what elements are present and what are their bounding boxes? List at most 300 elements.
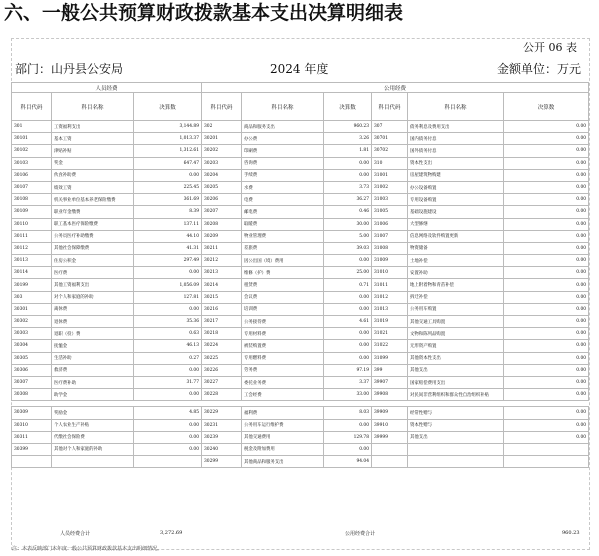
name-cell: 劳务费 xyxy=(242,364,324,376)
amount-cell: 94.04 xyxy=(324,456,372,468)
table-row xyxy=(12,443,589,455)
table-row xyxy=(12,157,589,169)
name-cell: 住房公积金 xyxy=(52,255,134,267)
amount-cell: 0.00 xyxy=(504,206,589,218)
amount-cell xyxy=(504,456,589,468)
name-cell: 离休费 xyxy=(52,303,134,315)
header-amount: 决算数 xyxy=(324,93,372,121)
name-cell: 对民间非营利组织和群众性自治组织补贴 xyxy=(408,389,504,401)
name-cell: 土地补偿 xyxy=(408,255,504,267)
amount-cell: 44.10 xyxy=(134,230,202,242)
name-cell: 奖金 xyxy=(52,157,134,169)
name-cell: 房屋建筑物购建 xyxy=(408,169,504,181)
code-cell: 30207 xyxy=(202,206,242,218)
code-cell: 30224 xyxy=(202,340,242,352)
amount-cell: 0.00 xyxy=(324,419,372,431)
table-row xyxy=(12,376,589,388)
code-cell: 30305 xyxy=(12,352,52,364)
amount-cell: 0.00 xyxy=(504,218,589,230)
code-cell: 30311 xyxy=(12,431,52,443)
amount-cell: 0.00 xyxy=(324,157,372,169)
code-cell: 30109 xyxy=(12,206,52,218)
code-cell: 30215 xyxy=(202,291,242,303)
amount-cell: 0.00 xyxy=(504,181,589,193)
amount-cell: 39.03 xyxy=(324,242,372,254)
code-cell: 30101 xyxy=(12,133,52,145)
amount-cell xyxy=(504,443,589,455)
code-cell: 39909 xyxy=(372,407,408,419)
amount-cell: 31.77 xyxy=(134,376,202,388)
code-cell: 30306 xyxy=(12,364,52,376)
personnel-total-value: 3,272.69 xyxy=(160,530,183,536)
amount-cell: 0.00 xyxy=(134,364,202,376)
name-cell: 福利费 xyxy=(242,407,324,419)
amount-cell: 129.78 xyxy=(324,431,372,443)
code-cell: 31005 xyxy=(372,206,408,218)
header-code: 科目代码 xyxy=(202,93,242,121)
amount-cell: 960.23 xyxy=(324,121,372,133)
name-cell: 职工基本医疗保险缴费 xyxy=(52,218,134,230)
amount-cell: 0.00 xyxy=(134,431,202,443)
name-cell: 手续费 xyxy=(242,169,324,181)
amount-cell: 0.00 xyxy=(504,121,589,133)
name-cell: 无形资产购置 xyxy=(408,340,504,352)
code-cell: 30399 xyxy=(12,443,52,455)
name-cell: 助学金 xyxy=(52,389,134,401)
table-row xyxy=(12,267,589,279)
table-row xyxy=(12,145,589,157)
amount-cell: 0.27 xyxy=(134,352,202,364)
code-cell: 30228 xyxy=(202,389,242,401)
name-cell: 代缴社会保险费 xyxy=(52,431,134,443)
table-row xyxy=(12,133,589,145)
code-cell: 39999 xyxy=(372,431,408,443)
amount-cell: 0.00 xyxy=(504,364,589,376)
name-cell: 咨询费 xyxy=(242,157,324,169)
code-cell: 30217 xyxy=(202,316,242,328)
code-cell: 31009 xyxy=(372,255,408,267)
code-cell: 30213 xyxy=(202,267,242,279)
table-row xyxy=(12,303,589,315)
name-cell: 基本工资 xyxy=(52,133,134,145)
name-cell: 取暖费 xyxy=(242,218,324,230)
table-row xyxy=(12,328,589,340)
amount-cell: 0.00 xyxy=(324,328,372,340)
amount-cell: 0.00 xyxy=(504,303,589,315)
table-row xyxy=(12,279,589,291)
amount-cell: 0.00 xyxy=(504,407,589,419)
name-cell: 经常性赠与 xyxy=(408,407,504,419)
amount-cell: 137.11 xyxy=(134,218,202,230)
code-cell: 30216 xyxy=(202,303,242,315)
code-cell: 30214 xyxy=(202,279,242,291)
amount-cell: 3.37 xyxy=(324,376,372,388)
code-cell: 301 xyxy=(12,121,52,133)
amount-cell: 0.00 xyxy=(324,169,372,181)
amount-cell: 0.00 xyxy=(504,255,589,267)
code-cell: 31001 xyxy=(372,169,408,181)
amount-cell: 8.03 xyxy=(324,407,372,419)
name-cell: 医疗费补助 xyxy=(52,376,134,388)
table-row xyxy=(12,255,589,267)
code-cell: 30304 xyxy=(12,340,52,352)
code-cell: 30308 xyxy=(12,389,52,401)
table-row xyxy=(12,389,589,401)
name-cell: 物资储备 xyxy=(408,242,504,254)
name-cell: 工资福利支出 xyxy=(52,121,134,133)
name-cell: 公务接待费 xyxy=(242,316,324,328)
amount-cell: 0.00 xyxy=(134,419,202,431)
amount-cell: 0.63 xyxy=(134,328,202,340)
table-row xyxy=(12,431,589,443)
amount-cell: 0.00 xyxy=(504,316,589,328)
header-name: 科目名称 xyxy=(242,93,324,121)
code-cell: 310 xyxy=(372,157,408,169)
name-cell: 专用燃料费 xyxy=(242,352,324,364)
table-row xyxy=(12,206,589,218)
amount-cell: 0.00 xyxy=(504,133,589,145)
name-cell: 资本性赠与 xyxy=(408,419,504,431)
name-cell: 大型修缮 xyxy=(408,218,504,230)
name-cell: 国外债务付息 xyxy=(408,145,504,157)
name-cell: 其他对个人和家庭的补助 xyxy=(52,443,134,455)
code-cell: 30208 xyxy=(202,218,242,230)
amount-cell: 1,312.61 xyxy=(134,145,202,157)
amount-cell: 0.00 xyxy=(504,169,589,181)
amount-cell: 0.00 xyxy=(504,376,589,388)
amount-cell: 0.00 xyxy=(324,352,372,364)
code-cell: 30112 xyxy=(12,242,52,254)
page-title: 六、一般公共预算财政拨款基本支出决算明细表 xyxy=(4,2,404,24)
code-cell: 39907 xyxy=(372,376,408,388)
name-cell: 办公设备购置 xyxy=(408,181,504,193)
name-cell: 其他交通工具购置 xyxy=(408,316,504,328)
name-cell: 抚恤金 xyxy=(52,340,134,352)
name-cell: 奖励金 xyxy=(52,407,134,419)
table-row xyxy=(12,316,589,328)
header-code: 科目代码 xyxy=(372,93,408,121)
amount-cell: 3.26 xyxy=(324,133,372,145)
amount-cell: 0.46 xyxy=(324,206,372,218)
amount-cell: 1,056.09 xyxy=(134,279,202,291)
name-cell: 安置补助 xyxy=(408,267,504,279)
amount-cell: 0.00 xyxy=(504,340,589,352)
name-cell: 差旅费 xyxy=(242,242,324,254)
code-cell: 30299 xyxy=(202,456,242,468)
code-cell: 30231 xyxy=(202,419,242,431)
amount-cell: 0.00 xyxy=(504,242,589,254)
header-amount: 决算数 xyxy=(134,93,202,121)
name-cell: 拆迁补偿 xyxy=(408,291,504,303)
table-row xyxy=(12,121,589,133)
code-cell xyxy=(372,456,408,468)
unit-label: 金额单位：万元 xyxy=(496,62,581,76)
code-cell: 39908 xyxy=(372,389,408,401)
name-cell: 物业管理费 xyxy=(242,230,324,242)
code-cell: 31006 xyxy=(372,218,408,230)
name-cell: 办公费 xyxy=(242,133,324,145)
amount-cell: 41.31 xyxy=(134,242,202,254)
name-cell: 专用材料费 xyxy=(242,328,324,340)
name-cell xyxy=(52,456,134,468)
name-cell: 水费 xyxy=(242,181,324,193)
code-cell: 30227 xyxy=(202,376,242,388)
name-cell: 商品和服务支出 xyxy=(242,121,324,133)
code-cell: 30211 xyxy=(202,242,242,254)
code-cell: 30113 xyxy=(12,255,52,267)
name-cell: 其他支出 xyxy=(408,431,504,443)
code-cell xyxy=(12,456,52,468)
name-cell: 基础设施建设 xyxy=(408,206,504,218)
name-cell: 其他商品和服务支出 xyxy=(242,456,324,468)
amount-cell: 46.13 xyxy=(134,340,202,352)
table-code: 公开 06 表 xyxy=(523,41,577,54)
amount-cell: 0.00 xyxy=(324,443,372,455)
code-cell xyxy=(372,443,408,455)
name-cell: 专用设备购置 xyxy=(408,194,504,206)
code-cell: 31007 xyxy=(372,230,408,242)
code-cell: 30202 xyxy=(202,145,242,157)
code-cell: 399 xyxy=(372,364,408,376)
table-row xyxy=(12,291,589,303)
name-cell: 公务员医疗补助缴费 xyxy=(52,230,134,242)
name-cell: 工会经费 xyxy=(242,389,324,401)
code-cell: 30102 xyxy=(12,145,52,157)
name-cell: 电费 xyxy=(242,194,324,206)
table-row xyxy=(12,194,589,206)
name-cell: 伙食补助费 xyxy=(52,169,134,181)
code-cell: 30204 xyxy=(202,169,242,181)
amount-cell: 0.00 xyxy=(504,267,589,279)
amount-cell: 0.00 xyxy=(324,340,372,352)
amount-cell: 36.27 xyxy=(324,194,372,206)
code-cell: 31011 xyxy=(372,279,408,291)
name-cell: 资本性支出 xyxy=(408,157,504,169)
name-cell: 救济费 xyxy=(52,364,134,376)
name-cell: 维修（护）费 xyxy=(242,267,324,279)
amount-cell: 0.00 xyxy=(134,169,202,181)
code-cell: 30226 xyxy=(202,364,242,376)
code-cell: 30239 xyxy=(202,431,242,443)
public-total-label: 公用经费合计 xyxy=(345,531,376,537)
name-cell: 职业年金缴费 xyxy=(52,206,134,218)
name-cell: 其他支出 xyxy=(408,364,504,376)
table-row xyxy=(12,419,589,431)
code-cell: 30114 xyxy=(12,267,52,279)
code-cell: 30240 xyxy=(202,443,242,455)
table-row xyxy=(12,407,589,419)
name-cell: 税金及附加费用 xyxy=(242,443,324,455)
code-cell: 30307 xyxy=(12,376,52,388)
code-cell: 31010 xyxy=(372,267,408,279)
name-cell: 个人农业生产补贴 xyxy=(52,419,134,431)
name-cell: 债务利息及费用支出 xyxy=(408,121,504,133)
amount-cell: 0.00 xyxy=(504,145,589,157)
code-cell: 30301 xyxy=(12,303,52,315)
code-cell: 31003 xyxy=(372,194,408,206)
amount-cell: 3.73 xyxy=(324,181,372,193)
code-cell: 31021 xyxy=(372,328,408,340)
code-cell: 30702 xyxy=(372,145,408,157)
name-cell xyxy=(408,456,504,468)
name-cell xyxy=(408,443,504,455)
code-cell: 30701 xyxy=(372,133,408,145)
expenditure-table xyxy=(11,82,589,468)
code-cell: 30106 xyxy=(12,169,52,181)
amount-cell: 127.81 xyxy=(134,291,202,303)
name-cell: 因公出国（境）费用 xyxy=(242,255,324,267)
amount-cell: 35.36 xyxy=(134,316,202,328)
amount-cell: 0.00 xyxy=(504,194,589,206)
code-cell: 39910 xyxy=(372,419,408,431)
amount-cell: 25.00 xyxy=(324,267,372,279)
name-cell: 公务用车运行维护费 xyxy=(242,419,324,431)
table-row xyxy=(12,181,589,193)
public-group-header: 公用经费 xyxy=(202,83,589,93)
amount-cell: 4.85 xyxy=(134,407,202,419)
personnel-total-label: 人员经费合计 xyxy=(60,531,91,537)
code-cell: 30199 xyxy=(12,279,52,291)
code-cell: 30206 xyxy=(202,194,242,206)
footnote: 注：本表反映部门本年度一般公共预算财政拨款基本支出明细情况。 xyxy=(12,546,163,552)
name-cell: 国内债务付息 xyxy=(408,133,504,145)
code-cell: 30108 xyxy=(12,194,52,206)
amount-cell xyxy=(134,456,202,468)
code-cell: 31012 xyxy=(372,291,408,303)
name-cell: 信息网络及软件购置更新 xyxy=(408,230,504,242)
code-cell: 30309 xyxy=(12,407,52,419)
amount-cell: 0.00 xyxy=(134,267,202,279)
name-cell: 公务用车购置 xyxy=(408,303,504,315)
amount-cell: 0.00 xyxy=(324,255,372,267)
table-row xyxy=(12,456,589,468)
name-cell: 租赁费 xyxy=(242,279,324,291)
amount-cell: 0.71 xyxy=(324,279,372,291)
amount-cell: 0.00 xyxy=(134,389,202,401)
table-body-lower xyxy=(12,407,589,468)
amount-cell: 0.00 xyxy=(504,328,589,340)
amount-cell: 0.00 xyxy=(504,352,589,364)
name-cell: 邮电费 xyxy=(242,206,324,218)
code-cell: 30110 xyxy=(12,218,52,230)
amount-cell: 0.00 xyxy=(504,157,589,169)
header-name: 科目名称 xyxy=(408,93,504,121)
name-cell: 国家赔偿费用支出 xyxy=(408,376,504,388)
code-cell: 30203 xyxy=(202,157,242,169)
name-cell: 其他交通费用 xyxy=(242,431,324,443)
code-cell: 31022 xyxy=(372,340,408,352)
name-cell: 绩效工资 xyxy=(52,181,134,193)
name-cell: 其他工资福利支出 xyxy=(52,279,134,291)
code-cell: 30310 xyxy=(12,419,52,431)
code-cell: 30229 xyxy=(202,407,242,419)
name-cell: 印刷费 xyxy=(242,145,324,157)
amount-cell: 297.49 xyxy=(134,255,202,267)
amount-cell: 361.69 xyxy=(134,194,202,206)
amount-cell: 0.00 xyxy=(324,291,372,303)
personnel-group-header: 人员经费 xyxy=(12,83,202,93)
amount-cell: 8.39 xyxy=(134,206,202,218)
name-cell: 会议费 xyxy=(242,291,324,303)
code-cell: 30201 xyxy=(202,133,242,145)
amount-cell: 0.00 xyxy=(134,443,202,455)
code-cell: 30303 xyxy=(12,328,52,340)
header-name: 科目名称 xyxy=(52,93,134,121)
code-cell: 302 xyxy=(202,121,242,133)
code-cell: 307 xyxy=(372,121,408,133)
code-cell: 31008 xyxy=(372,242,408,254)
header-code: 科目代码 xyxy=(12,93,52,121)
table-body-upper xyxy=(12,121,589,401)
code-cell: 30111 xyxy=(12,230,52,242)
code-cell: 30218 xyxy=(202,328,242,340)
name-cell: 被装购置费 xyxy=(242,340,324,352)
amount-cell: 1.81 xyxy=(324,145,372,157)
amount-cell: 0.00 xyxy=(504,279,589,291)
amount-cell: 0.00 xyxy=(134,303,202,315)
amount-cell: 30.00 xyxy=(324,218,372,230)
amount-cell: 1,013.37 xyxy=(134,133,202,145)
name-cell: 生活补助 xyxy=(52,352,134,364)
amount-cell: 0.00 xyxy=(504,419,589,431)
code-cell: 30225 xyxy=(202,352,242,364)
name-cell: 其他资本性支出 xyxy=(408,352,504,364)
amount-cell: 0.00 xyxy=(504,431,589,443)
code-cell: 31002 xyxy=(372,181,408,193)
amount-cell: 4.61 xyxy=(324,316,372,328)
amount-cell: 0.00 xyxy=(504,291,589,303)
amount-cell: 0.00 xyxy=(324,303,372,315)
name-cell: 津贴补贴 xyxy=(52,145,134,157)
amount-cell: 5.00 xyxy=(324,230,372,242)
department-label: 部门：山丹县公安局 xyxy=(15,62,124,76)
code-cell: 31099 xyxy=(372,352,408,364)
year-label: 2024 年度 xyxy=(270,62,329,76)
name-cell: 对个人和家庭的补助 xyxy=(52,291,134,303)
code-cell: 30302 xyxy=(12,316,52,328)
table-row xyxy=(12,169,589,181)
code-cell: 31013 xyxy=(372,303,408,315)
table-row xyxy=(12,242,589,254)
code-cell: 30212 xyxy=(202,255,242,267)
table-row xyxy=(12,218,589,230)
code-cell: 30209 xyxy=(202,230,242,242)
name-cell: 委托业务费 xyxy=(242,376,324,388)
amount-cell: 0.00 xyxy=(504,389,589,401)
table-row xyxy=(12,230,589,242)
amount-cell: 33.00 xyxy=(324,389,372,401)
name-cell: 退职（役）费 xyxy=(52,328,134,340)
amount-cell: 3,144.89 xyxy=(134,121,202,133)
amount-cell: 647.47 xyxy=(134,157,202,169)
header-amount: 决算数 xyxy=(504,93,589,121)
code-cell: 30205 xyxy=(202,181,242,193)
code-cell: 31019 xyxy=(372,316,408,328)
code-cell: 30107 xyxy=(12,181,52,193)
code-cell: 30103 xyxy=(12,157,52,169)
code-cell: 303 xyxy=(12,291,52,303)
name-cell: 机关事业单位基本养老保险缴费 xyxy=(52,194,134,206)
amount-cell: 97.19 xyxy=(324,364,372,376)
table-row xyxy=(12,364,589,376)
amount-cell: 0.00 xyxy=(504,230,589,242)
table-row xyxy=(12,352,589,364)
name-cell: 文物和陈列品购置 xyxy=(408,328,504,340)
name-cell: 地上附着物和青苗补偿 xyxy=(408,279,504,291)
name-cell: 医疗费 xyxy=(52,267,134,279)
name-cell: 培训费 xyxy=(242,303,324,315)
public-total-value: 960.23 xyxy=(562,530,580,536)
